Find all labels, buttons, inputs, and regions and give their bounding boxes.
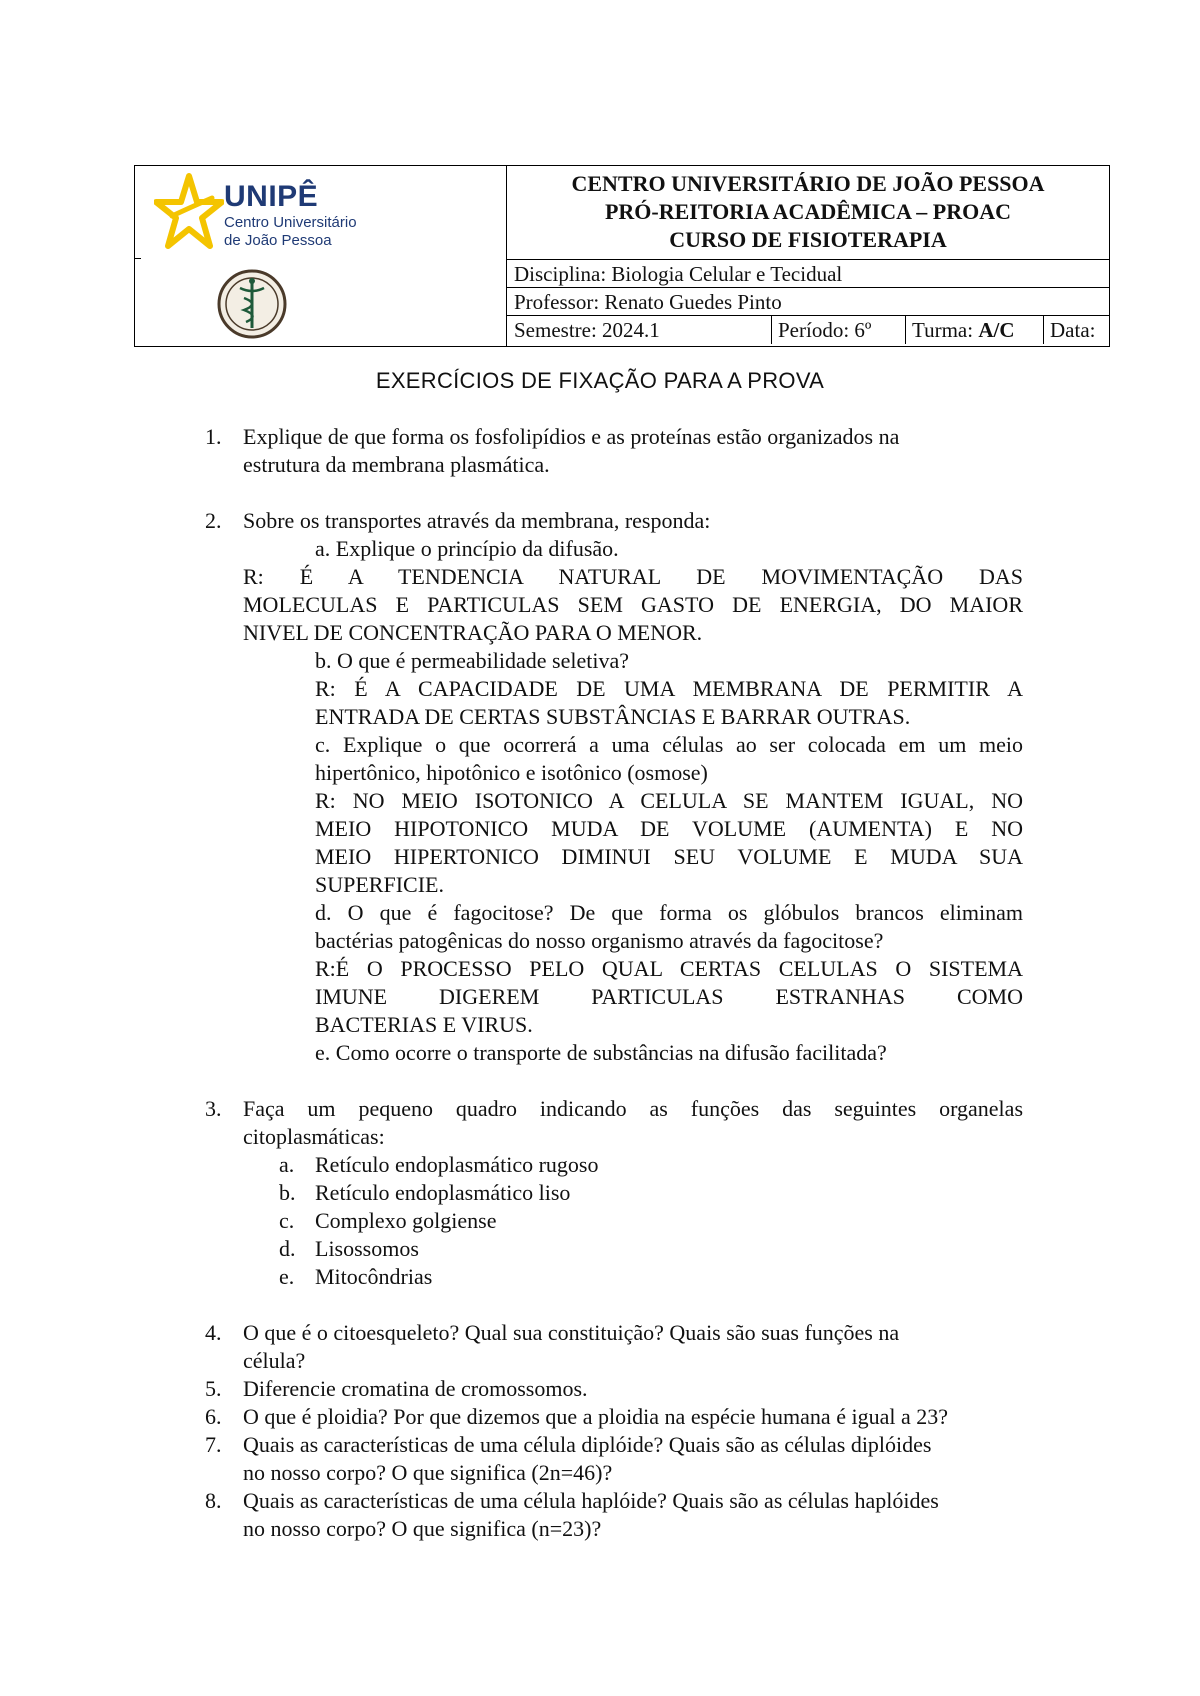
question-5-line-1: Diferencie cromatina de cromossomos. [243, 1376, 588, 1401]
q2-a-answer-2: MOLECULAS E PARTICULAS SEM GASTO DE ENERGIA, DO MAIOR [243, 592, 1023, 617]
q2-b-answer-2: ENTRADA DE CERTAS SUBSTÂNCIAS E BARRAR OUTRAS. [315, 704, 911, 729]
semester-text: Semestre: 2024.1 [514, 318, 660, 342]
logo-column [140, 166, 506, 346]
turma-label: Turma: [912, 318, 979, 342]
q2-d-answer-3: BACTERIAS E VIRUS. [315, 1012, 533, 1037]
q3-item-text: Mitocôndrias [315, 1264, 433, 1289]
question-number: 7. [205, 1432, 222, 1457]
turma-cell [905, 316, 1015, 344]
q3-item-text: Complexo golgiense [315, 1208, 497, 1233]
q3-item-letter: c. [279, 1208, 295, 1233]
question-number: 6. [205, 1404, 222, 1429]
institution-name: CENTRO UNIVERSITÁRIO DE JOÃO PESSOA [571, 171, 1045, 196]
question-number: 8. [205, 1488, 222, 1513]
period-text: Período: 6º [778, 318, 872, 342]
q2-c-answer-1: R: NO MEIO ISOTONICO A CELULA SE MANTEM IGUAL, NO [315, 788, 1023, 813]
course-name: CURSO DE FISIOTERAPIA [669, 227, 947, 252]
q2-a-question: a. Explique o princípio da difusão. [315, 536, 619, 561]
question-2-line-1: Sobre os transportes através da membrana, responda: [243, 508, 711, 533]
q2-d-question-1: d. O que é fagocitose? De que forma os glóbulos brancos eliminam [315, 900, 1023, 925]
logo-sub-line-1: Centro Universitário [224, 214, 357, 231]
question-number: 2. [205, 508, 222, 533]
question-8-line-1: Quais as características de uma célula haplóide? Quais são as células haplóides [243, 1488, 939, 1513]
semester-row [507, 316, 1110, 346]
question-3-line-1: Faça um pequeno quadro indicando as funções das seguintes organelas [243, 1096, 1023, 1121]
institution-title-block [507, 166, 1110, 260]
q2-d-answer-1: R:É O PROCESSO PELO QUAL CERTAS CELULAS O SISTEMA [315, 956, 1023, 981]
discipline-row [507, 260, 1110, 288]
question-6-line-1: O que é ploidia? Por que dizemos que a ploidia na espécie humana é igual a 23? [243, 1404, 948, 1429]
period-cell [771, 316, 871, 344]
q3-item-letter: d. [279, 1236, 296, 1261]
logo-subtitle [224, 214, 357, 250]
q3-item-letter: b. [279, 1180, 296, 1205]
q2-c-answer-2: MEIO HIPOTONICO MUDA DE VOLUME (AUMENTA) E NO [315, 816, 1023, 841]
date-cell [1043, 316, 1117, 344]
turma-value: A/C [978, 318, 1015, 342]
question-number: 3. [205, 1096, 222, 1121]
question-7-line-2: no nosso corpo? O que significa (2n=46)? [243, 1460, 613, 1485]
department-name: PRÓ-REITORIA ACADÊMICA – PROAC [604, 199, 1011, 224]
q2-b-answer-1: R: É A CAPACIDADE DE UMA MEMBRANA DE PERMITIR A [315, 676, 1023, 701]
header-left-border [134, 166, 135, 346]
q3-item-letter: e. [279, 1264, 295, 1289]
q2-e-question: e. Como ocorre o transporte de substâncias na difusão facilitada? [315, 1040, 887, 1065]
header-table [134, 165, 1110, 347]
physiotherapy-seal-icon [216, 268, 288, 340]
q3-item-text: Lisossomos [315, 1236, 419, 1261]
q3-item-text: Retículo endoplasmático liso [315, 1180, 571, 1205]
q2-c-answer-4: SUPERFICIE. [315, 872, 444, 897]
question-number: 5. [205, 1376, 222, 1401]
q2-d-answer-2: IMUNE DIGEREM PARTICULAS ESTRANHAS COMO [315, 984, 1023, 1009]
question-7-line-1: Quais as características de uma célula diplóide? Quais são as células diplóides [243, 1432, 932, 1457]
question-4-line-2: célula? [243, 1348, 306, 1373]
q2-a-answer-3: NIVEL DE CONCENTRAÇÃO PARA O MENOR. [243, 620, 703, 645]
q2-c-question-1: c. Explique o que ocorrerá a uma células ao ser colocada em um meio [315, 732, 1023, 757]
professor-text: Professor: Renato Guedes Pinto [514, 290, 782, 314]
q2-c-question-2: hipertônico, hipotônico e isotônico (osmose) [315, 760, 708, 785]
question-3-line-2: citoplasmáticas: [243, 1124, 385, 1149]
star-icon [154, 172, 224, 252]
logo-sub-line-2: de João Pessoa [224, 232, 332, 249]
question-8-line-2: no nosso corpo? O que significa (n=23)? [243, 1516, 602, 1541]
q3-item-text: Retículo endoplasmático rugoso [315, 1152, 599, 1177]
question-1-line-1: Explique de que forma os fosfolipídios e as proteínas estão organizados na [243, 424, 900, 449]
date-label: Data: [1050, 318, 1096, 342]
question-4-line-1: O que é o citoesqueleto? Qual sua constituição? Quais são suas funções na [243, 1320, 900, 1345]
q2-c-answer-3: MEIO HIPERTONICO DIMINUI SEU VOLUME E MUDA SUA [315, 844, 1023, 869]
question-number: 1. [205, 424, 222, 449]
question-number: 4. [205, 1320, 222, 1345]
question-1-line-2: estrutura da membrana plasmática. [243, 452, 550, 477]
unipe-logo [154, 170, 364, 260]
professor-row [507, 288, 1110, 316]
q2-d-question-2: bactérias patogênicas do nosso organismo através da fagocitose? [315, 928, 884, 953]
exam-title: EXERCÍCIOS DE FIXAÇÃO PARA A PROVA [375, 368, 825, 393]
logo-name: UNIPÊ [224, 180, 319, 213]
q3-item-letter: a. [279, 1152, 295, 1177]
q2-a-answer-1: R: É A TENDENCIA NATURAL DE MOVIMENTAÇÃO DAS [243, 564, 1023, 589]
discipline-text: Disciplina: Biologia Celular e Tecidual [514, 262, 843, 286]
q2-b-question: b. O que é permeabilidade seletiva? [315, 648, 629, 673]
